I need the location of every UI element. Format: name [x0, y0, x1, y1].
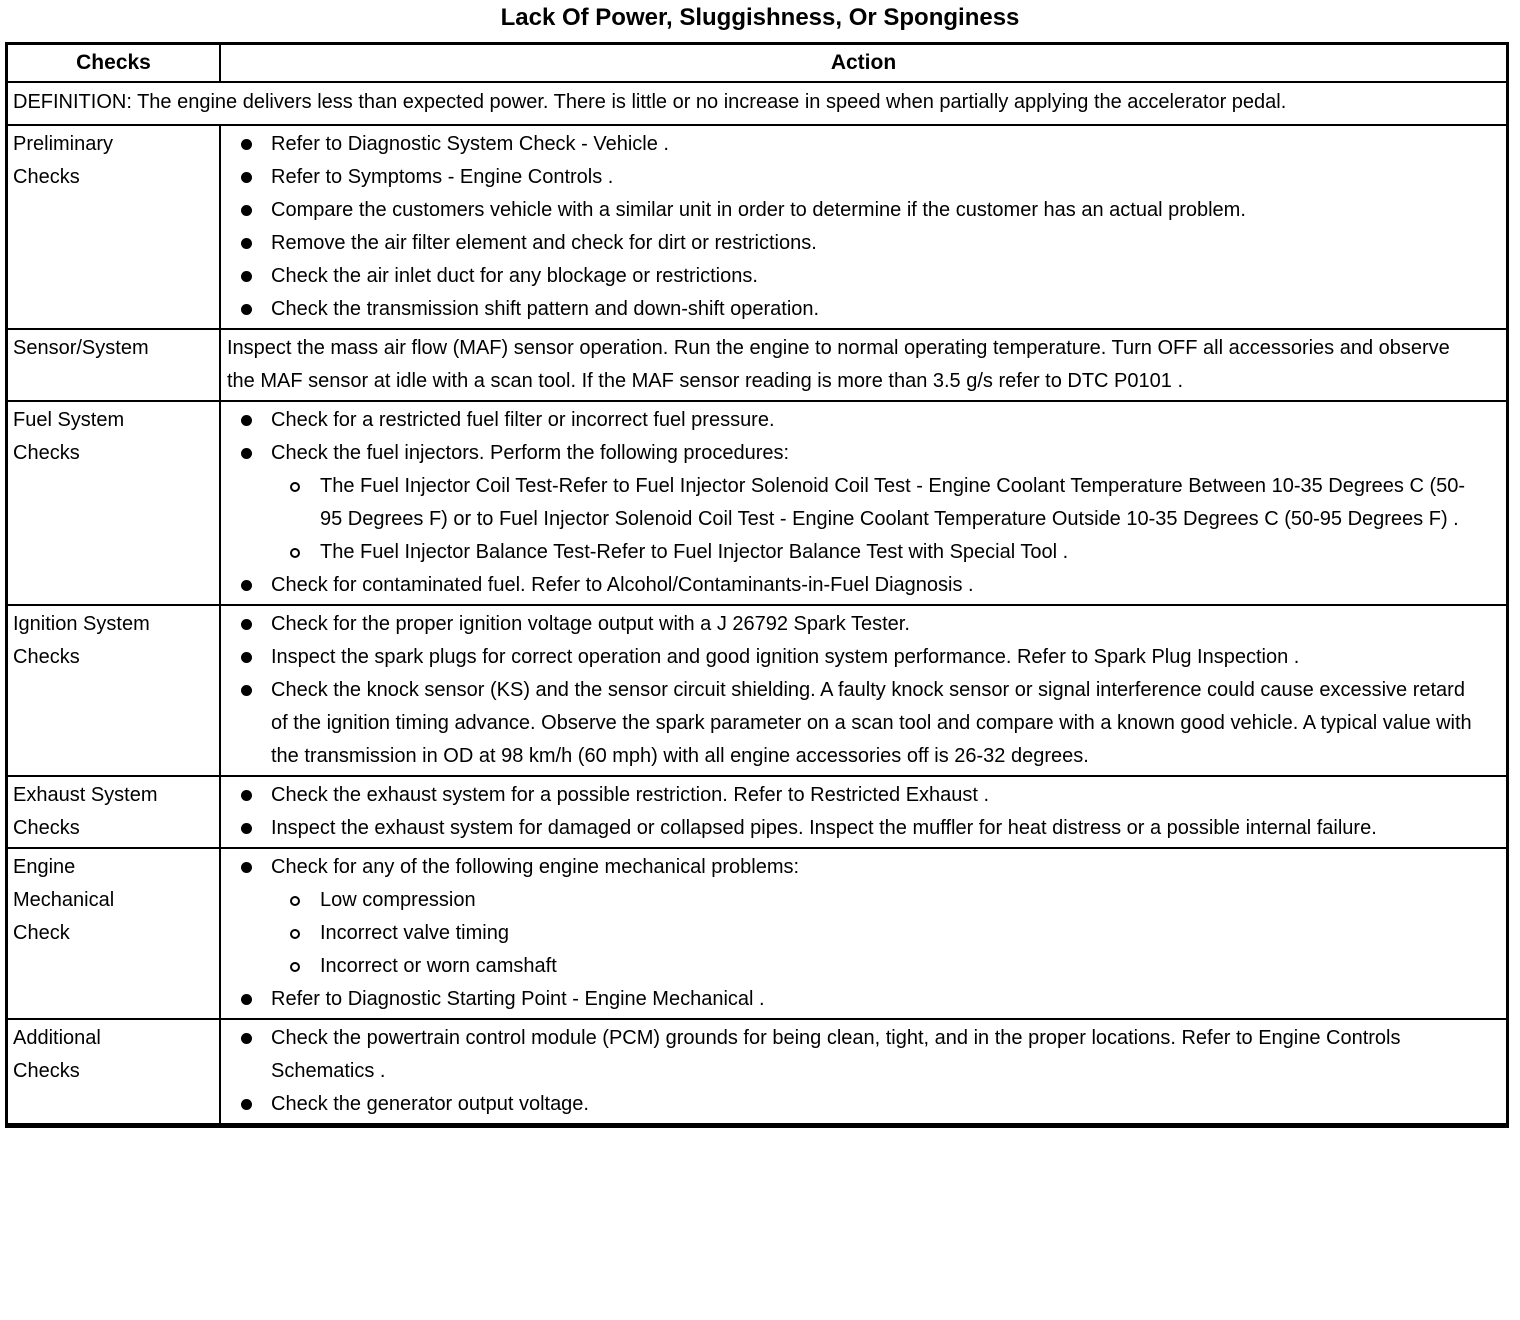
- item-text: Inspect the spark plugs for correct operation and good ignition system performance. Refer to Spark Plug Inspection .: [271, 646, 1300, 668]
- bullet-item: [221, 641, 1482, 674]
- bullet-item: [221, 161, 1482, 194]
- bullet-item: [221, 1022, 1482, 1088]
- bullet-item: [221, 260, 1482, 293]
- item-text: Incorrect valve timing: [320, 922, 509, 944]
- open-circle-bullet-icon: [290, 536, 320, 569]
- diagnostic-table: [5, 42, 1509, 1128]
- bullet-item: [221, 674, 1482, 773]
- bullet-item: [221, 194, 1482, 227]
- item-text: Refer to Diagnostic Starting Point - Engine Mechanical .: [271, 988, 765, 1010]
- bullet-item: [221, 437, 1482, 470]
- table-row: [7, 1019, 1508, 1126]
- bullet-item: [221, 293, 1482, 326]
- item-text: The Fuel Injector Coil Test-Refer to Fuel Injector Solenoid Coil Test - Engine Coolant Temperature Between 10-35 Degrees C (50-95 Degrees F) or to Fuel Injector Solenoid Coil Test - Engine Coolant Temperature Outside 10-35 Degrees C (50-95 Degrees F) .: [320, 475, 1466, 530]
- action-items: [220, 329, 1508, 401]
- action-items: [220, 401, 1508, 605]
- bullet-item: [221, 812, 1482, 845]
- check-label: Ignition System Checks: [7, 605, 221, 776]
- item-text: Low compression: [320, 889, 476, 911]
- column-header-checks: Checks: [7, 44, 221, 83]
- filled-bullet-icon: [241, 161, 271, 194]
- header-row: [7, 44, 1508, 83]
- definition-text: DEFINITION: The engine delivers less than expected power. There is little or no increase in speed when partially applying the accelerator pedal.: [7, 82, 1508, 125]
- page-title: Lack Of Power, Sluggishness, Or Sponginess: [500, 4, 1020, 31]
- filled-bullet-icon: [241, 641, 271, 674]
- item-text: Check the exhaust system for a possible restriction. Refer to Restricted Exhaust .: [271, 784, 990, 806]
- table-row: [7, 605, 1508, 776]
- check-label: Additional Checks: [7, 1019, 221, 1126]
- sub-bullet-item: [221, 884, 1482, 917]
- filled-bullet-icon: [241, 812, 271, 845]
- item-text: Remove the air filter element and check for dirt or restrictions.: [271, 232, 817, 254]
- table-body: [7, 82, 1508, 1126]
- sub-bullet-item: [221, 470, 1482, 536]
- bullet-item: [221, 779, 1482, 812]
- open-circle-bullet-icon: [290, 470, 320, 536]
- bullet-item: [221, 1088, 1482, 1121]
- item-text: Inspect the exhaust system for damaged or collapsed pipes. Inspect the muffler for heat distress or a possible internal failure.: [271, 817, 1377, 839]
- action-items: [220, 125, 1508, 329]
- item-text: Refer to Diagnostic System Check - Vehicle .: [271, 133, 669, 155]
- filled-bullet-icon: [241, 194, 271, 227]
- item-text: Check the fuel injectors. Perform the following procedures:: [271, 442, 790, 464]
- bullet-item: [221, 128, 1482, 161]
- bullet-item: [221, 851, 1482, 884]
- check-label: Fuel System Checks: [7, 401, 221, 605]
- filled-bullet-icon: [241, 128, 271, 161]
- filled-bullet-icon: [241, 437, 271, 470]
- table-row: [7, 401, 1508, 605]
- filled-bullet-icon: [241, 1022, 271, 1088]
- item-text: Inspect the mass air flow (MAF) sensor operation. Run the engine to normal operating temperature. Turn OFF all accessories and observe the MAF sensor at idle with a scan tool. If the MAF sensor reading is more than 3.5 g/s refer to DTC P0101 .: [227, 337, 1450, 392]
- item-text: Check the air inlet duct for any blockage or restrictions.: [271, 265, 758, 287]
- item-text: Check the powertrain control module (PCM) grounds for being clean, tight, and in the proper locations. Refer to Engine Controls Schematics .: [271, 1027, 1401, 1082]
- filled-bullet-icon: [241, 293, 271, 326]
- filled-bullet-icon: [241, 983, 271, 1016]
- open-circle-bullet-icon: [290, 917, 320, 950]
- filled-bullet-icon: [241, 608, 271, 641]
- bullet-item: [221, 404, 1482, 437]
- filled-bullet-icon: [241, 674, 271, 773]
- item-text: Check the generator output voltage.: [271, 1093, 589, 1115]
- item-text: Check the knock sensor (KS) and the sensor circuit shielding. A faulty knock sensor or signal interference could cause excessive retard of the ignition timing advance. Observe the spark parameter on a scan tool and compare with a known good vehicle. A typical value with the transmission in OD at 98 km/h (60 mph) with all engine accessories off is 26-32 degrees.: [271, 679, 1472, 767]
- open-circle-bullet-icon: [290, 884, 320, 917]
- action-items: [220, 1019, 1508, 1126]
- filled-bullet-icon: [241, 227, 271, 260]
- filled-bullet-icon: [241, 779, 271, 812]
- item-text: Check for any of the following engine mechanical problems:: [271, 856, 800, 878]
- filled-bullet-icon: [241, 404, 271, 437]
- table-row: [7, 776, 1508, 848]
- sub-bullet-item: [221, 536, 1482, 569]
- item-text: Check the transmission shift pattern and down-shift operation.: [271, 298, 820, 320]
- check-label: Sensor/System: [7, 329, 221, 401]
- table-row: [7, 329, 1508, 401]
- open-circle-bullet-icon: [290, 950, 320, 983]
- check-label: Preliminary Checks: [7, 125, 221, 329]
- bullet-item: [221, 569, 1482, 602]
- filled-bullet-icon: [241, 1088, 271, 1121]
- action-paragraph: [221, 332, 1482, 398]
- bullet-item: [221, 608, 1482, 641]
- filled-bullet-icon: [241, 851, 271, 884]
- action-items: [220, 848, 1508, 1019]
- item-text: Refer to Symptoms - Engine Controls .: [271, 166, 614, 188]
- action-items: [220, 605, 1508, 776]
- definition-row: [7, 82, 1508, 125]
- bullet-item: [221, 983, 1482, 1016]
- item-text: Check for contaminated fuel. Refer to Alcohol/Contaminants-in-Fuel Diagnosis .: [271, 574, 974, 596]
- item-text: Check for a restricted fuel filter or incorrect fuel pressure.: [271, 409, 775, 431]
- table-row: [7, 848, 1508, 1019]
- bullet-item: [221, 227, 1482, 260]
- item-text: Incorrect or worn camshaft: [320, 955, 557, 977]
- filled-bullet-icon: [241, 260, 271, 293]
- sub-bullet-item: [221, 950, 1482, 983]
- filled-bullet-icon: [241, 569, 271, 602]
- item-text: Compare the customers vehicle with a similar unit in order to determine if the customer has an actual problem.: [271, 199, 1246, 221]
- column-header-action: Action: [220, 44, 1508, 83]
- action-items: [220, 776, 1508, 848]
- item-text: The Fuel Injector Balance Test-Refer to Fuel Injector Balance Test with Special Tool .: [320, 541, 1069, 563]
- table-row: [7, 125, 1508, 329]
- item-text: Check for the proper ignition voltage output with a J 26792 Spark Tester.: [271, 613, 910, 635]
- sub-bullet-item: [221, 917, 1482, 950]
- check-label: Exhaust System Checks: [7, 776, 221, 848]
- check-label: Engine Mechanical Check: [7, 848, 221, 1019]
